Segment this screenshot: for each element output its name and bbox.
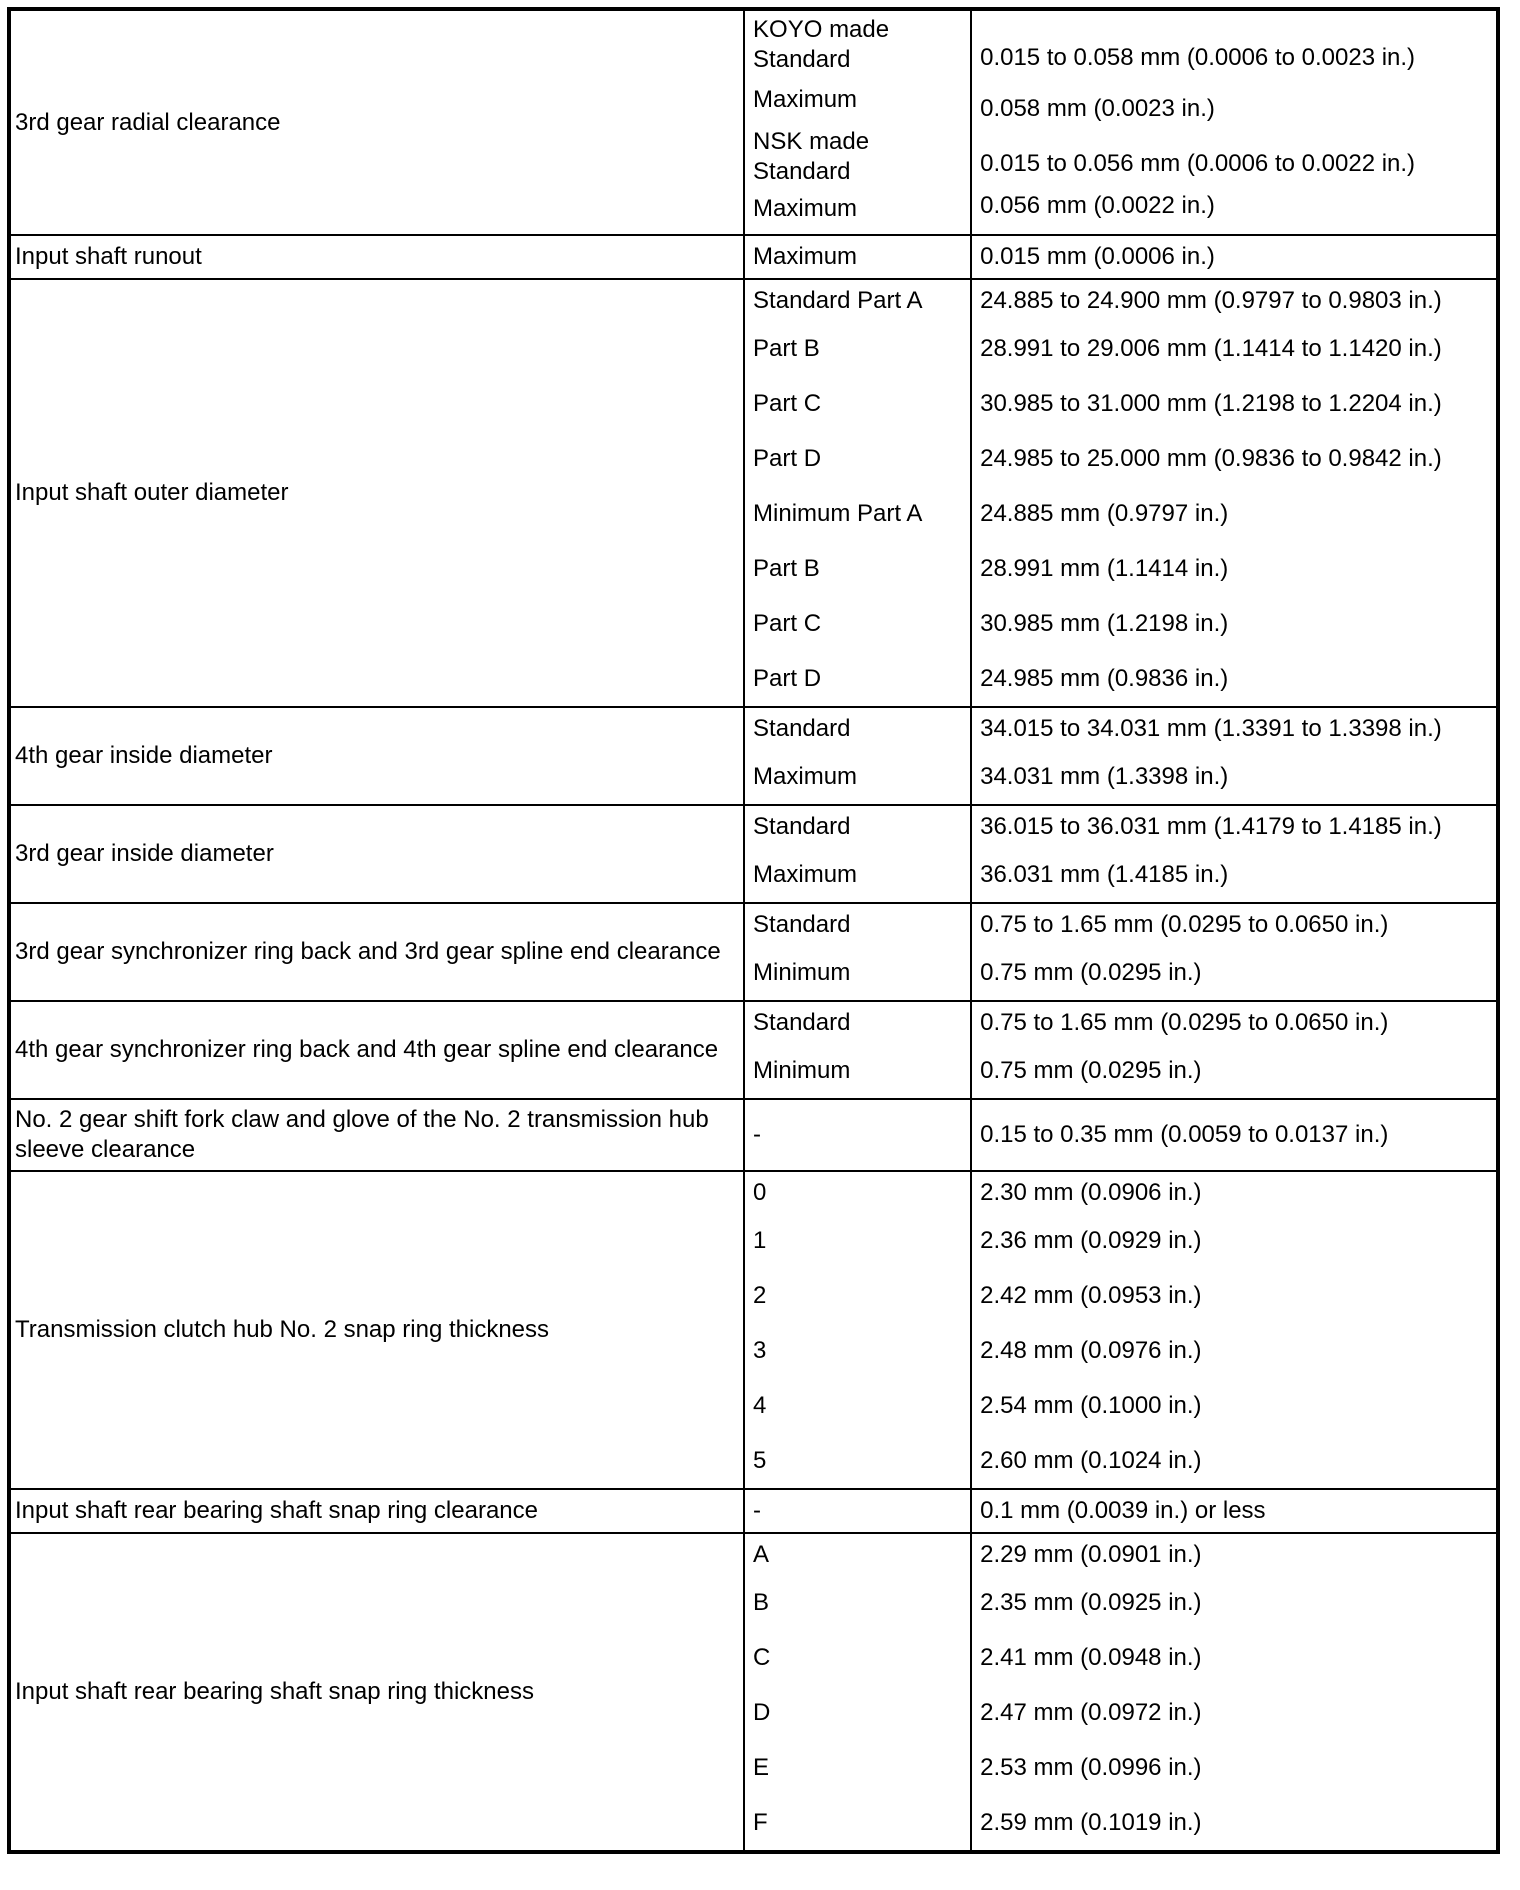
item-cell [9,279,744,707]
value-text: 0.058 mm (0.0023 in.) [980,94,1215,122]
item-label: Transmission clutch hub No. 2 snap ring thickness [15,1316,550,1343]
specification-table [7,7,1500,1854]
condition-label: 1 [753,1226,767,1254]
value-cell [971,1489,1498,1533]
condition-label: Part B [753,554,820,582]
value-text: 2.30 mm (0.0906 in.) [980,1178,1202,1206]
value-text: 28.991 mm (1.1414 in.) [980,554,1229,582]
condition-label: D [753,1698,771,1726]
condition-label: - [753,1121,762,1148]
value-text: 36.031 mm (1.4185 in.) [980,860,1229,888]
condition-cell [744,1099,971,1171]
condition-label: - [753,1497,762,1524]
value-text: 0.75 mm (0.0295 in.) [980,1056,1202,1084]
condition-label: KOYO made [753,16,890,43]
value-text: 28.991 to 29.006 mm (1.1414 to 1.1420 in.) [980,334,1442,362]
condition-label: Standard Part A [753,286,923,314]
value-text: 24.885 to 24.900 mm (0.9797 to 0.9803 in.) [980,286,1442,314]
table-row [9,903,1498,1001]
item-cell [9,235,744,279]
value-text: 0.75 to 1.65 mm (0.0295 to 0.0650 in.) [980,1008,1389,1036]
value-cell [971,1171,1498,1489]
item-label: 4th gear inside diameter [15,742,273,769]
condition-label: Standard [753,1008,851,1036]
value-text: 24.985 to 25.000 mm (0.9836 to 0.9842 in.) [980,444,1442,472]
condition-cell [744,235,971,279]
condition-label: NSK made [753,127,870,155]
condition-label: Part B [753,334,820,362]
condition-cell [744,707,971,805]
item-cell [9,1001,744,1099]
value-text: 34.031 mm (1.3398 in.) [980,762,1229,790]
value-text: 0.015 mm (0.0006 in.) [980,243,1215,270]
table-row [9,1099,1498,1171]
item-label: 3rd gear radial clearance [15,108,281,136]
value-text: 0.015 to 0.056 mm (0.0006 to 0.0022 in.) [980,149,1416,177]
item-label: 3rd gear inside diameter [15,840,274,867]
value-text: 0.056 mm (0.0022 in.) [980,192,1215,219]
condition-label: 5 [753,1446,767,1474]
condition-group [749,128,966,186]
item-cell [9,1099,744,1171]
condition-label: Standard [753,46,851,73]
condition-label: Part D [753,444,822,472]
condition-label: Minimum Part A [753,499,923,527]
table-row [9,1171,1498,1489]
condition-cell [744,1171,971,1489]
value-text: 2.41 mm (0.0948 in.) [980,1643,1202,1671]
value-text: 2.29 mm (0.0901 in.) [980,1540,1202,1568]
value-cell [971,903,1498,1001]
condition-label: 0 [753,1178,767,1206]
condition-label: Maximum [753,194,858,222]
condition-label: Maximum [753,762,858,790]
condition-label: Maximum [753,243,858,270]
item-cell [9,1171,744,1489]
condition-cell [744,1533,971,1852]
value-text: 2.59 mm (0.1019 in.) [980,1808,1202,1836]
item-cell [9,903,744,1001]
condition-label: 2 [753,1281,767,1309]
table-row [9,1533,1498,1852]
condition-label: Standard [753,714,851,742]
value-text: 2.47 mm (0.0972 in.) [980,1698,1202,1726]
condition-cell [744,805,971,903]
item-label: Input shaft runout [15,243,202,270]
item-label: Input shaft rear bearing shaft snap ring clearance [15,1497,538,1524]
table-row [9,707,1498,805]
condition-label: E [753,1753,770,1781]
condition-label: 4 [753,1391,767,1419]
value-text: 0.75 to 1.65 mm (0.0295 to 0.0650 in.) [980,910,1389,938]
value-text: 2.53 mm (0.0996 in.) [980,1753,1202,1781]
condition-label: Minimum [753,1056,851,1084]
item-label: Input shaft rear bearing shaft snap ring thickness [15,1678,534,1705]
item-cell [9,805,744,903]
condition-cell [744,1001,971,1099]
condition-label: Part C [753,389,822,417]
table-row [9,1001,1498,1099]
condition-group [749,18,966,73]
condition-label: Minimum [753,958,851,986]
condition-label: Standard [753,812,851,840]
item-label: No. 2 gear shift fork claw and glove of the No. 2 transmission hub sleeve clearance [15,1106,709,1163]
condition-label: Standard [753,910,851,938]
value-text: 2.60 mm (0.1024 in.) [980,1446,1202,1474]
condition-label: Part D [753,664,822,692]
item-label: Input shaft outer diameter [15,479,289,506]
table-row [9,1489,1498,1533]
condition-label: B [753,1588,770,1616]
item-label: 3rd gear synchronizer ring back and 3rd gear spline end clearance [15,938,721,965]
condition-label: F [753,1808,768,1836]
value-text: 36.015 to 36.031 mm (1.4179 to 1.4185 in.) [980,812,1442,840]
value-text: 2.54 mm (0.1000 in.) [980,1391,1202,1419]
item-cell [9,1533,744,1852]
value-text: 34.015 to 34.031 mm (1.3391 to 1.3398 in.) [980,714,1442,742]
value-text: 0.015 to 0.058 mm (0.0006 to 0.0023 in.) [980,44,1416,71]
table-row [9,9,1498,235]
value-text: 30.985 to 31.000 mm (1.2198 to 1.2204 in.) [980,389,1442,417]
condition-cell [744,1489,971,1533]
value-text: 2.48 mm (0.0976 in.) [980,1336,1202,1364]
value-text: 2.42 mm (0.0953 in.) [980,1281,1202,1309]
value-cell [971,707,1498,805]
value-cell [971,805,1498,903]
value-text: 2.35 mm (0.0925 in.) [980,1588,1202,1616]
condition-label: Part C [753,609,822,637]
condition-label: C [753,1643,771,1671]
condition-label: Maximum [753,86,858,113]
value-text: 0.1 mm (0.0039 in.) or less [980,1497,1266,1524]
item-cell [9,1489,744,1533]
condition-label: A [753,1540,770,1568]
table-row [9,805,1498,903]
value-cell [971,235,1498,279]
value-text: 2.36 mm (0.0929 in.) [980,1226,1202,1254]
value-cell [971,1533,1498,1852]
table-row [9,279,1498,707]
condition-cell [744,903,971,1001]
item-cell [9,707,744,805]
value-cell [971,1099,1498,1171]
condition-cell [744,279,971,707]
value-cell [971,9,1498,235]
condition-label: 3 [753,1336,767,1364]
item-label: 4th gear synchronizer ring back and 4th gear spline end clearance [15,1036,719,1063]
value-text: 24.985 mm (0.9836 in.) [980,664,1229,692]
condition-cell [744,9,971,235]
table-row [9,235,1498,279]
item-cell [9,9,744,235]
value-text: 0.15 to 0.35 mm (0.0059 to 0.0137 in.) [980,1121,1389,1148]
value-text: 0.75 mm (0.0295 in.) [980,958,1202,986]
condition-label: Maximum [753,860,858,888]
value-cell [971,1001,1498,1099]
value-cell [971,279,1498,707]
condition-label: Standard [753,157,851,185]
value-text: 24.885 mm (0.9797 in.) [980,499,1229,527]
value-text: 30.985 mm (1.2198 in.) [980,609,1229,637]
